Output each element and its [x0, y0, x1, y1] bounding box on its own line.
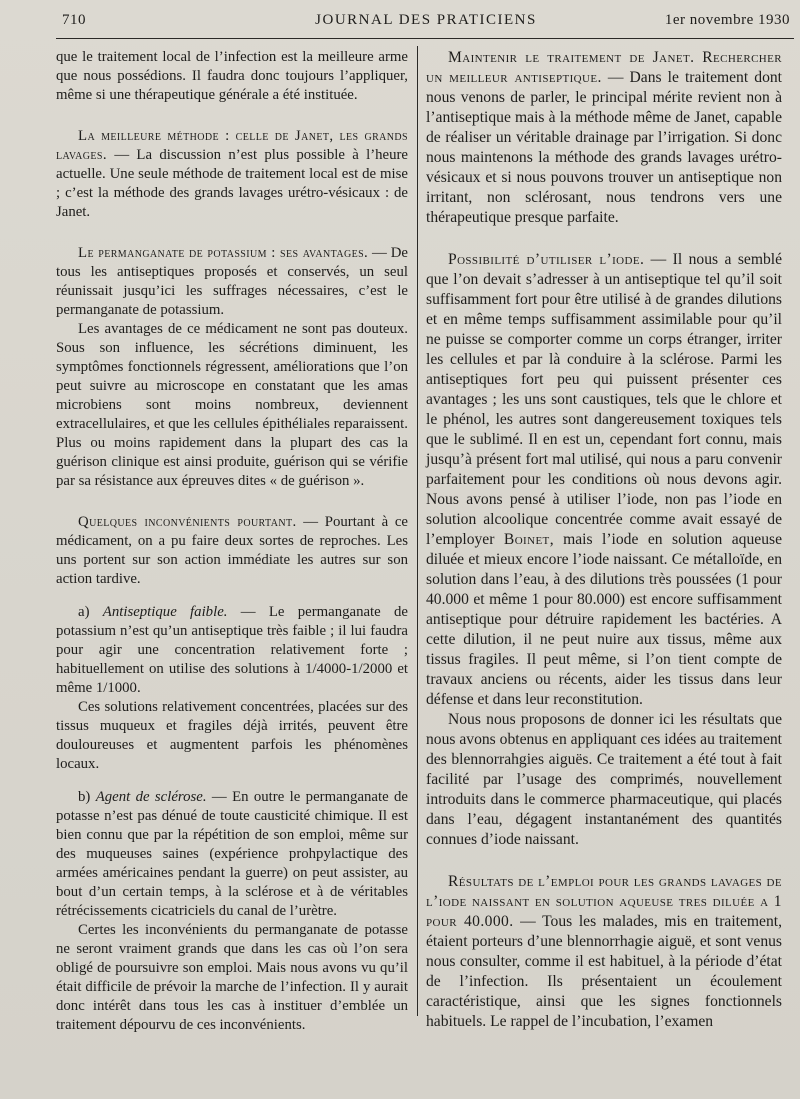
section-text: — Pourtant à ce médicament, on a pu faire deux sortes de reproches. Les uns portent sur son action immédiate les autres sur son action tardive.: [56, 514, 408, 587]
author-name: Boinet: [503, 531, 550, 548]
paragraph-resultats-intro: Nous nous proposons de donner ici les résultats que nous avons obtenus en appliquant ces idées au traitement des blennorrahgies aiguës. Ce traitement a été tout à fait facilité par l’usage des comprimés, nouvellement introduits dans le commerce pharmaceutique, qui placés dans l’eau, dégagent instantanément des quantités connues d’iode naissant.: [426, 711, 782, 848]
left-column: [56, 48, 408, 1035]
paragraph-certes: Certes les inconvénients du permanganate de potasse ne seront vraiment grands que dans les cas où l’on sera obligé de poursuivre son emploi. Mais nous avons vu qu’il était difficile de prévoir la marche de l’infection. Il y aurait donc intérêt dans tous les cas à instituer d’emblée un traitement dépourvu de ces inconvénients.: [56, 922, 408, 1033]
section-heading: Le permanganate de potassium : ses avantages.: [78, 245, 369, 261]
section-heading: Quelques inconvénients pourtant.: [78, 514, 297, 530]
section-heading: La meilleure méthode : celle de Janet, les grands lavages.: [56, 128, 408, 163]
paragraph-intro: que le traitement local de l’infection est la meilleure arme que nous possédions. Il faudra donc toujours l’appliquer, même si une thérapeutique générale a été instituée.: [56, 49, 408, 103]
section-text-cont: , mais l’iode en solution aqueuse diluée et mieux encore l’iode naissant. Ce métalloïde, en solution dans l’eau, à des dilutions très poussées (1 pour 40.000 et même 1 pour 80.000) est encore suffisamment antiseptique pour détruire rapidement les bactéries. A cette dilution, il ne peut nuire aux tissus, même aux tissus fragiles. Il peut même, si l’on tient compte de travaux anciens ou récents, aider les tissus dans leur défense et dans leur reconstitution.: [426, 531, 782, 708]
item-text: — En outre le permanganate de potasse n’est pas dénué de toute causticité chimique. Il est bien connu que par la répétition de son emploi, même sur des muqueuses saines (expérience prohpylactique des armées américaines pendant la guerre) on peut assister, au bout d’un certain temps, à la sclérose et à de véritables rétrécissements cicatriciels du canal de l’urètre.: [56, 789, 408, 919]
column-divider: [417, 46, 418, 1016]
right-column: [426, 48, 782, 1032]
section-text: — Tous les malades, mis en traitement, étaient porteurs d’une blennorrhagie aiguë, et sont venus nous consulter, comme il est habituel, à la période d’état de l’infection. Ils présentaient un écoulement caractéristique, ainsi que les signes fonctionnels habituels. Le rappel de l’incubation, l’examen: [426, 913, 782, 1030]
paragraph-advantages: Les avantages de ce médicament ne sont pas douteux. Sous son influence, les sécrétions diminuent, les symptômes fonctionnels régressent, améliorations que l’on peut suivre au microscope en constatant que les amas microbiens sont moins nombreux, deviennent extracellulaires, et que les cellules épithéliales reparaissent. Plus ou moins rapidement dans la plupart des cas la guérison clinique est ainsi produite, guérison qui se vérifie par sa résistance aux épreuves dites « de guérison ».: [56, 321, 408, 489]
section-inconvenients: [56, 513, 408, 589]
section-text: — Il nous a semblé que l’on devait s’adresser à un antiseptique tel qu’il soit suffisamment fort pour être utilisé à de grandes dilutions et en même temps suffisamment assimilable pour qu’il ne puisse se comporter comme un corps étranger, irriter les cellules et par là conduire à la sclérose. Parmi les antiseptiques fort peu qui puissent présenter ces avantages ; les uns sont caustiques, tels que le chlore et le phénol, les autres sont dangereusement toxiques tels que le sublimé. Il en est un, cependant fort connu, mais jusqu’à présent fort mal utilisé, qui nous a paru convenir parfaitement pour les conditions où nous devons agir. Nous avons pensé à utiliser l’iode, non pas l’iode en solution alcoolique concentrée comme avait essayé de l’employer: [426, 251, 782, 548]
section-text: — La discussion n’est plus possible à l’heure actuelle. Une seule méthode de traitement local est de mise ; c’est la méthode des grands lavages urétro-vésicaux : de Janet.: [56, 147, 408, 220]
item-label: a): [78, 604, 103, 620]
section-iode: [426, 250, 782, 710]
item-label: b): [78, 789, 96, 805]
running-header: [62, 12, 790, 38]
item-text: — Le permanganate de potassium n’est qu’un antiseptique très faible ; il lui faudra pour agir une concentration relativement forte ; habituellement on utilise des solutions à 1/4000-1/2000 et même 1/1000.: [56, 604, 408, 696]
header-rule: [56, 38, 794, 39]
page-number: 710: [62, 12, 86, 28]
section-janet: [56, 127, 408, 222]
section-resultats: [426, 872, 782, 1032]
section-text: — De tous les antiseptiques proposés et conservés, un seul réunissait jusqu’ici les suffrages nécessaires, c’est le permanganate de potassium.: [56, 245, 408, 318]
section-permanganate: [56, 244, 408, 320]
issue-date: 1er novembre 1930: [664, 12, 790, 28]
item-a: [56, 603, 408, 698]
journal-title: JOURNAL DES PRATICIENS: [315, 12, 537, 28]
section-text: — Dans le traitement dont nous venons de parler, le principal mérite revient non à l’antiseptique mais à la méthode même de Janet, capable de réaliser un véritable drainage par l’irrigation. Si donc nous maintenons la méthode des grands lavages urétro-vésicaux et si nous pouvons trouver un antiseptique non irritant, non sclérosant, nous tendrons vers une thérapeutique presque parfaite.: [426, 69, 782, 226]
section-heading: Maintenir le traitement de Janet. Rechercher un meilleur antiseptique.: [426, 49, 782, 86]
section-heading: Résultats de l’emploi pour les grands lavages de l’iode naissant en solution aqueuse tres diluée a 1 pour 40.000.: [426, 873, 782, 930]
item-b: [56, 788, 408, 921]
item-title: Antiseptique faible.: [102, 604, 228, 620]
item-title: Agent de sclérose.: [95, 789, 207, 805]
section-heading: Possibilité d’utiliser l’iode.: [448, 251, 645, 268]
paragraph-solutions: Ces solutions relativement concentrées, placées sur des tissus muqueux et fragiles déjà irrités, peuvent être douloureuses et augmentent parfois les phénomènes locaux.: [56, 699, 408, 772]
section-maintenir: [426, 48, 782, 228]
